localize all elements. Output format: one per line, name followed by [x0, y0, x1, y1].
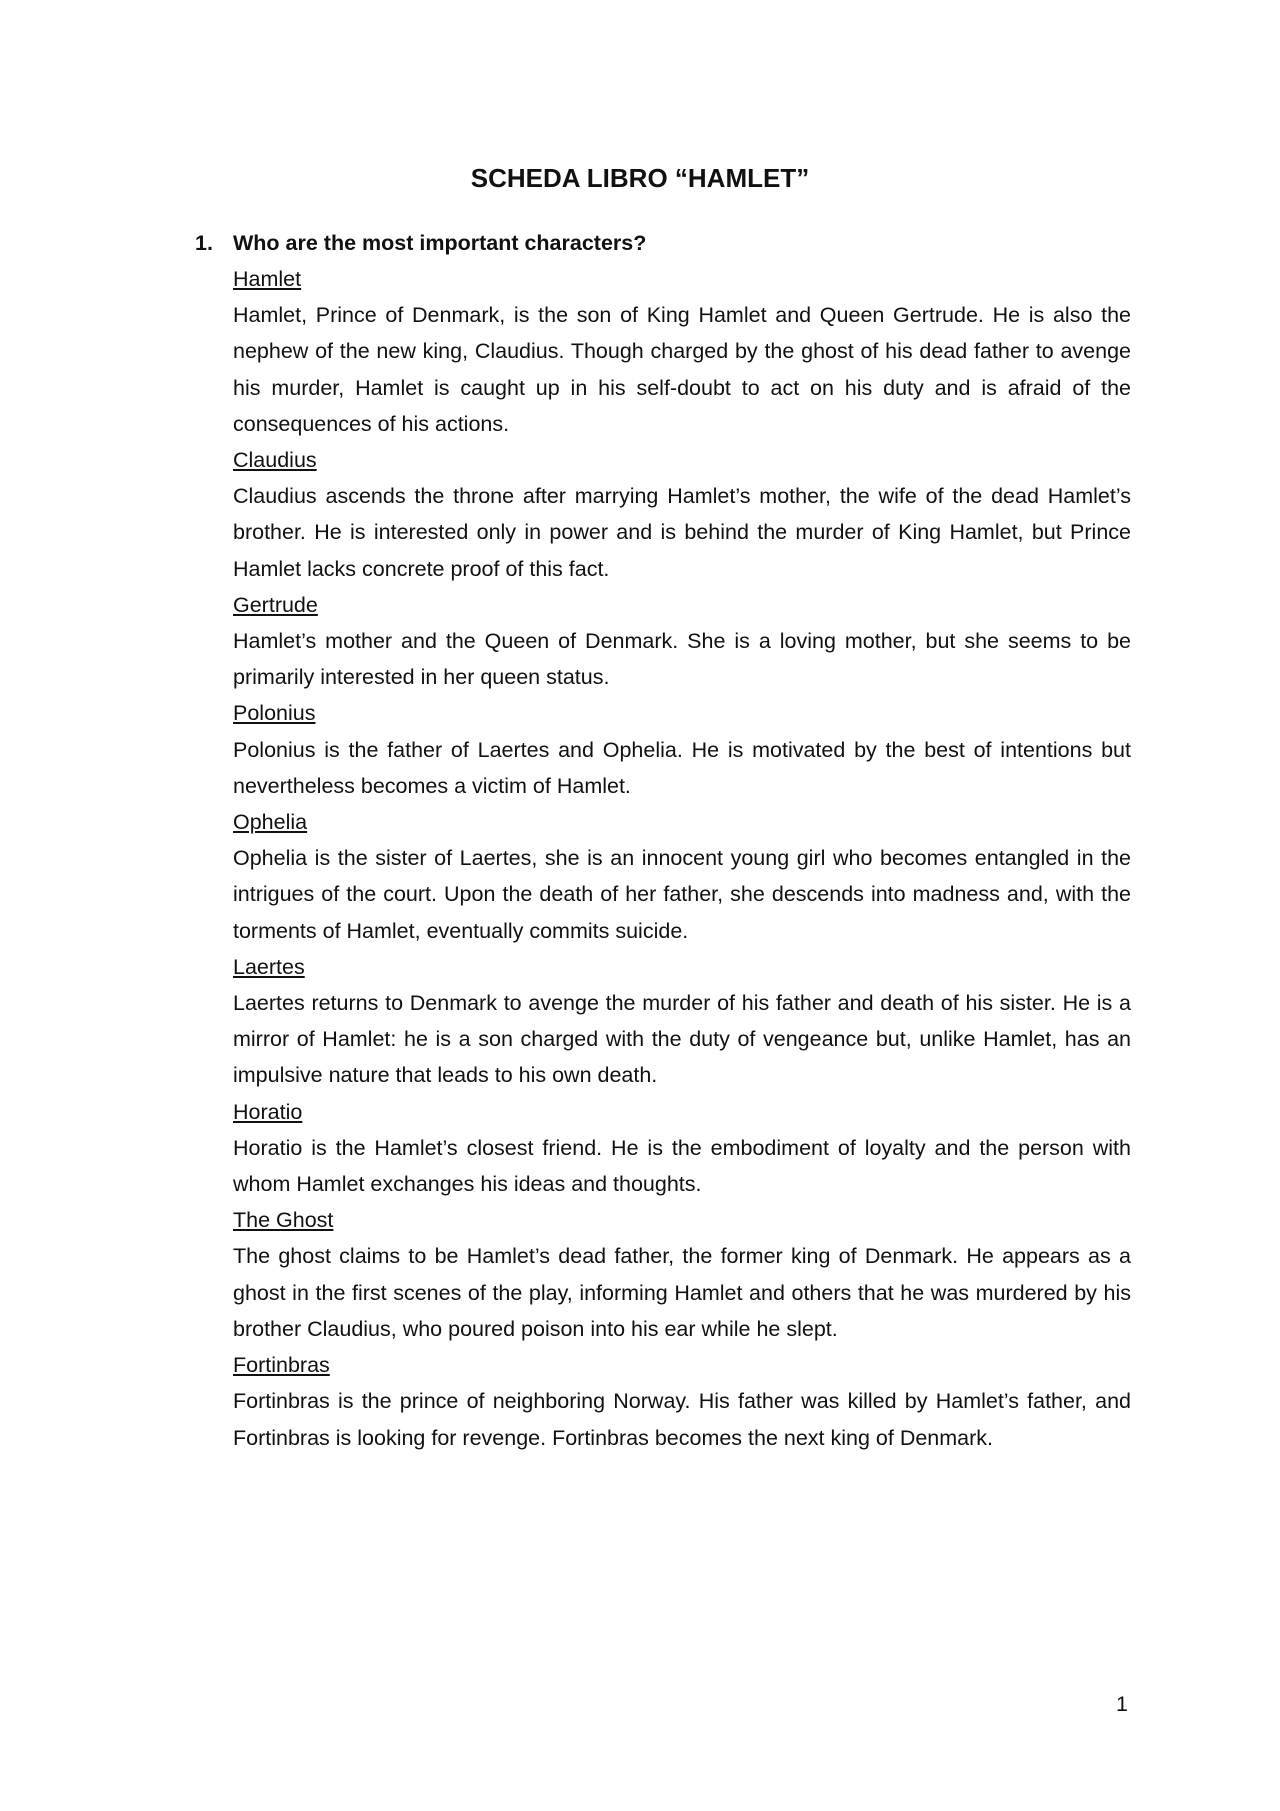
- character-entry: [233, 695, 1131, 804]
- character-name: Laertes: [233, 954, 305, 979]
- character-entry: [233, 804, 1131, 949]
- question-heading: [195, 225, 646, 261]
- character-description: Claudius ascends the throne after marrying Hamlet’s mother, the wife of the dead Hamlet’s brother. He is interested only in power and is behind the murder of King Hamlet, but Prince Hamlet lacks concrete proof of this fact.: [233, 484, 1131, 581]
- character-name: Polonius: [233, 701, 316, 726]
- character-description: Fortinbras is the prince of neighboring Norway. His father was killed by Hamlet’s father, and Fortinbras is looking for revenge. Fortinbras becomes the next king of Denmark.: [233, 1389, 1131, 1450]
- character-entry: [233, 949, 1131, 1094]
- page-number: 1: [1116, 1692, 1128, 1716]
- characters-list: [233, 261, 1131, 1456]
- question-number: 1.: [195, 231, 213, 255]
- character-name: The Ghost: [233, 1208, 334, 1233]
- character-entry: [233, 587, 1131, 696]
- character-description: Hamlet, Prince of Denmark, is the son of King Hamlet and Queen Gertrude. He is also the nephew of the new king, Claudius. Though charged by the ghost of his dead father to avenge his murder, Hamlet is caught up in his self-doubt to act on his duty and is afraid of the consequences of his actions.: [233, 303, 1131, 436]
- character-entry: [233, 1347, 1131, 1456]
- character-name: Fortinbras: [233, 1353, 330, 1378]
- character-name: Claudius: [233, 448, 317, 473]
- character-name: Ophelia: [233, 810, 308, 835]
- character-entry: [233, 261, 1131, 442]
- character-description: Ophelia is the sister of Laertes, she is an innocent young girl who becomes entangled in the intrigues of the court. Upon the death of her father, she descends into madness and, with the torments of Hamlet, eventually commits suicide.: [233, 846, 1131, 943]
- character-description: Polonius is the father of Laertes and Ophelia. He is motivated by the best of intentions but nevertheless becomes a victim of Hamlet.: [233, 737, 1131, 798]
- character-entry: [233, 442, 1131, 587]
- character-description: Hamlet’s mother and the Queen of Denmark. She is a loving mother, but she seems to be primarily interested in her queen status.: [233, 629, 1131, 690]
- question-text: Who are the most important characters?: [233, 231, 647, 255]
- character-description: Horatio is the Hamlet’s closest friend. He is the embodiment of loyalty and the person with whom Hamlet exchanges his ideas and thoughts.: [233, 1135, 1131, 1197]
- character-name: Hamlet: [233, 267, 302, 291]
- character-name: Horatio: [233, 1099, 303, 1124]
- document-title: SCHEDA LIBRO “HAMLET”: [470, 163, 810, 193]
- character-entry: [233, 1094, 1131, 1203]
- character-entry: [233, 1202, 1131, 1347]
- character-description: Laertes returns to Denmark to avenge the murder of his father and death of his sister. He is a mirror of Hamlet: he is a son charged with the duty of vengeance but, unlike Hamlet, has an impulsive nature that leads to his own death.: [233, 991, 1131, 1088]
- character-description: The ghost claims to be Hamlet’s dead father, the former king of Denmark. He appears as a ghost in the first scenes of the play, informing Hamlet and others that he was murdered by his brother Claudius, who poured poison into his ear while he slept.: [233, 1244, 1131, 1341]
- character-name: Gertrude: [233, 592, 318, 617]
